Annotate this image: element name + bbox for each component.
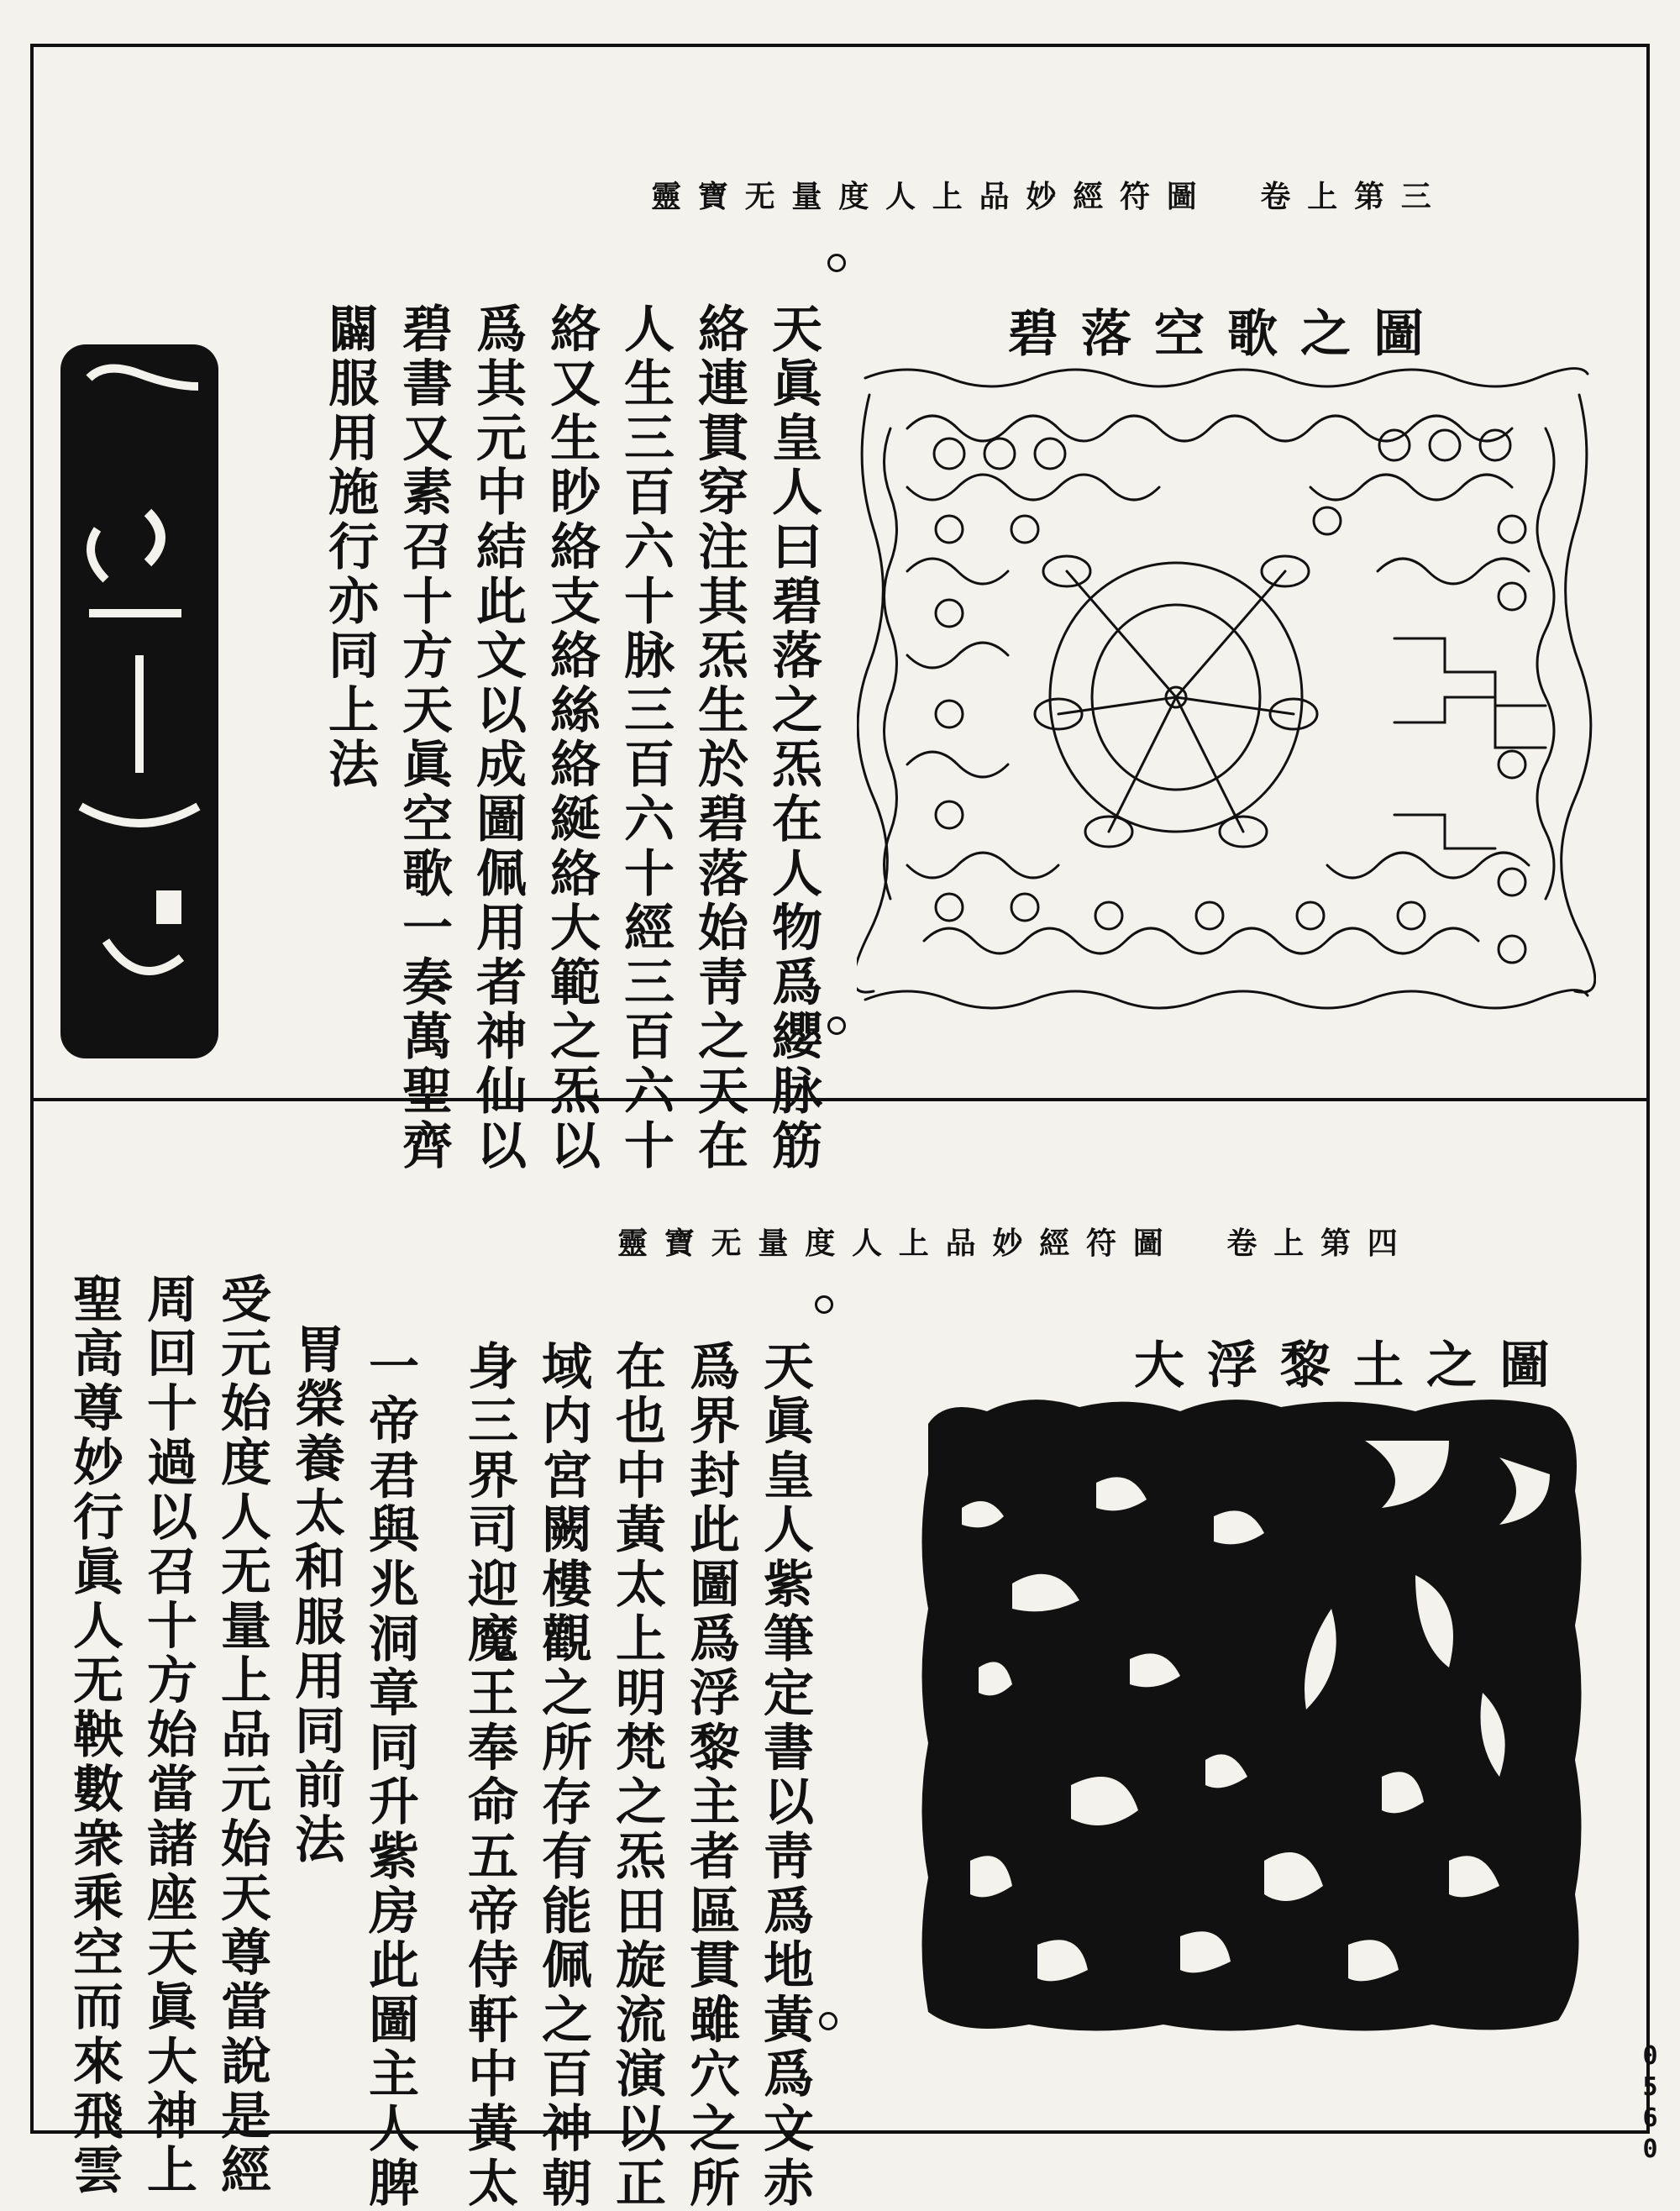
bottom-marker-1 — [815, 1295, 833, 1314]
top-text-column-5: 爲其元中結此文以成圖佩用者神仙以 — [468, 302, 527, 1174]
top-marker-1 — [827, 254, 846, 272]
talisman-seal-top — [55, 336, 223, 1067]
top-text-column-2: 絡連貫穿注其炁生於碧落始靑之天在 — [690, 302, 748, 1174]
top-figure-title: 碧落空歌之圖 — [1008, 305, 1446, 364]
top-marker-2 — [827, 1016, 846, 1035]
top-text-column-4: 絡又生眇絡支絡絲絡綖絡大範之炁以 — [542, 302, 601, 1174]
bottom-header: 靈寶无量度人上品妙經符圖 卷上第四 — [617, 1226, 1415, 1261]
bottom-text-column-3: 在也中黃太上明梵之炁田旋流演以正 — [607, 1340, 666, 2211]
section-divider — [30, 1098, 1650, 1101]
da-fu-li-tu-figure — [911, 1390, 1592, 2037]
bottom-text-column-9: 周回十過以召十方始當諸座天眞大神上 — [139, 1273, 197, 2198]
top-text-column-6: 碧書又素召十方天眞空歌一奏萬聖齊 — [394, 302, 453, 1174]
top-text-column-1: 天眞皇人曰碧落之炁在人物爲纓脉筋 — [764, 302, 822, 1174]
bottom-text-column-5: 身三界司迎魔王奉命五帝侍軒中黃太 — [459, 1340, 518, 2211]
page-number: 0560 — [1635, 2041, 1665, 2166]
bottom-text-column-7: 胃榮養太和服用同前法 — [286, 1323, 345, 1867]
top-header: 靈寶无量度人上品妙經符圖 卷上第三 — [651, 179, 1448, 214]
bottom-text-column-10: 聖高尊妙行眞人无鞅數衆乘空而來飛雲 — [65, 1273, 123, 2198]
bottom-text-column-2: 爲界封此圖爲浮黎主者區貫雖穴之所 — [681, 1340, 740, 2211]
bottom-marker-2 — [819, 2012, 837, 2030]
top-text-column-3: 人生三百六十脉三百六十經三百六十 — [616, 302, 675, 1174]
bottom-text-column-8: 受元始度人无量上品元始天尊當說是經 — [213, 1273, 271, 2198]
top-text-column-7: 闢服用施行亦同上法 — [320, 302, 379, 793]
bottom-text-column-1: 天眞皇人紫筆定書以靑爲地黃爲文赤 — [755, 1340, 814, 2211]
bottom-text-column-4: 域内宮闕樓觀之所存有能佩之百神朝 — [533, 1340, 592, 2211]
bottom-text-column-6: 一帝君與兆洞章同升紫房此圖主人脾 — [360, 1340, 419, 2211]
bottom-figure-title: 大浮黎土之圖 — [1134, 1337, 1572, 1395]
bi-luo-kong-ge-figure — [857, 361, 1596, 1025]
